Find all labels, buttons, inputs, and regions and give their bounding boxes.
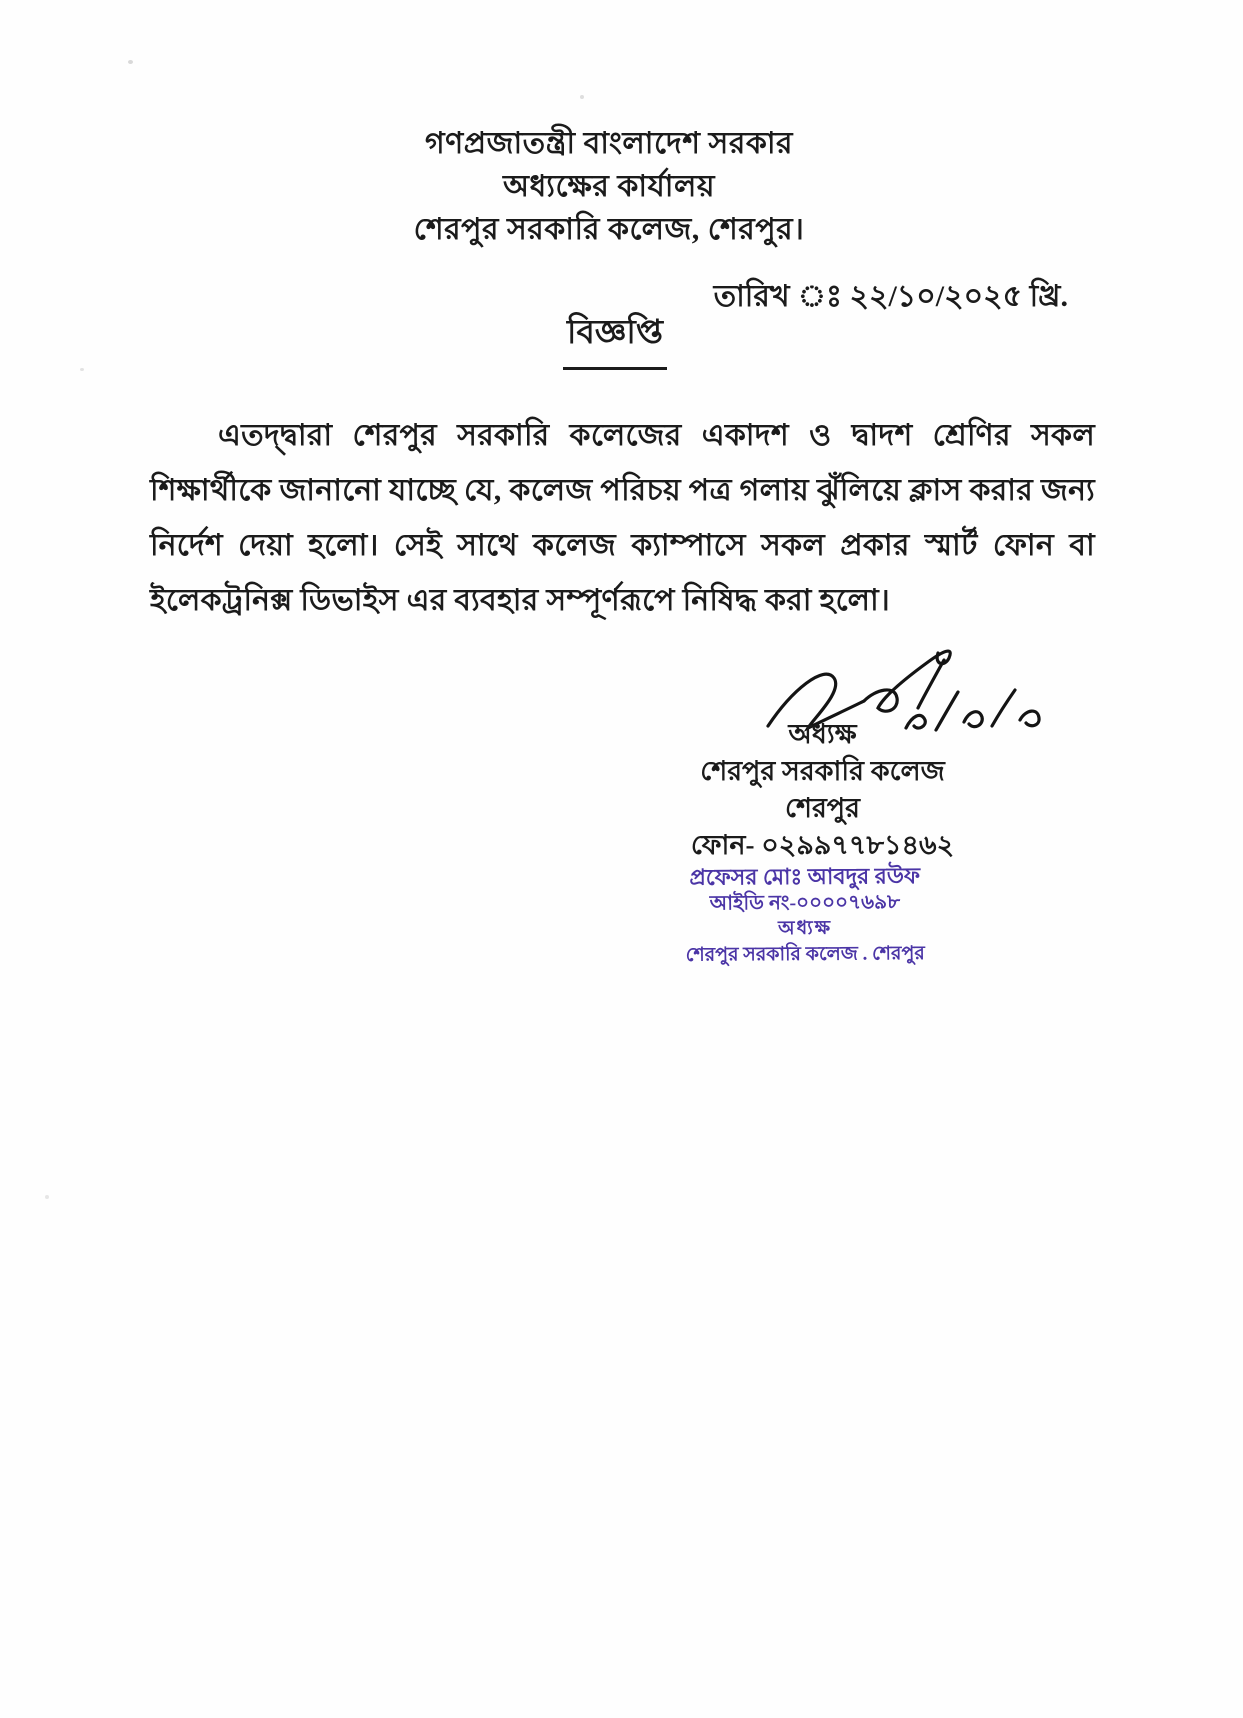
signature-block (620, 716, 1025, 864)
office-name: অধ্যক্ষের কার্যালয় (502, 170, 716, 203)
stamp-college: শেরপুর সরকারি কলেজ . শেরপুর (685, 943, 925, 966)
signer-designation: অধ্যক্ষ (788, 719, 857, 749)
date-line: তারিখ ঃ ২২/১০/২০২৫ খ্রি. (713, 280, 1068, 313)
title-row (0, 306, 1230, 370)
notice-body: এতদ্দ্বারা শেরপুর সরকারি কলেজের একাদশ ও দ্বাদশ শ্রেণির সকল শিক্ষার্থীকে জানানো যাচ্ছে যে, কলেজ পরিচয় পত্র গলায় ঝুঁলিয়ে ক্লাস করার জন্য নির্দেশ দেয়া হলো। সেই সাথে কলেজ ক্যাম্পাসে সকল প্রকার স্মার্ট ফোন বা ইলেকট্রনিক্স ডিভাইস এর ব্যবহার সম্পূর্ণরূপে নিষিদ্ধ করা হলো। (150, 419, 1095, 617)
signer-phone: ফোন- ০২৯৯৭৭৮১৪৬২ (690, 830, 955, 860)
principal-stamp (640, 863, 971, 969)
signer-place: শেরপুর (785, 793, 860, 823)
government-name: গণপ্রজাতন্ত্রী বাংলাদেশ সরকার (424, 127, 794, 160)
stamp-name: প্রফেসর মোঃ আবদুর রউফ (689, 863, 921, 890)
scan-artifact (580, 95, 584, 99)
scan-artifact (128, 60, 133, 64)
page-title: বিজ্ঞপ্তি (563, 306, 667, 370)
stamp-designation: অধ্যক্ষ (777, 917, 833, 940)
stamp-id-number: আইডি নং-০০০০৭৬৯৮ (709, 891, 901, 915)
scan-artifact (45, 1195, 49, 1199)
signer-organization: শেরপুর সরকারি কলেজ (700, 756, 945, 786)
college-name: শেরপুর সরকারি কলেজ, শেরপুর। (413, 213, 805, 246)
letterhead (0, 122, 1218, 251)
